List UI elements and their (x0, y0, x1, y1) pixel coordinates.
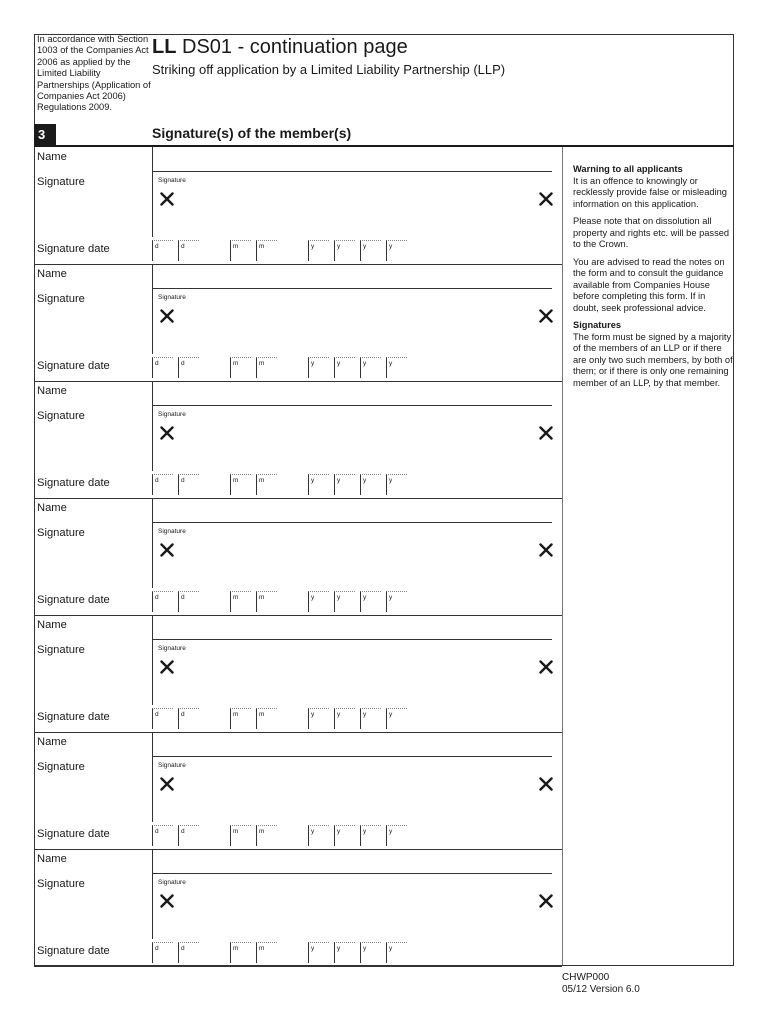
signature-label: Signature (37, 293, 85, 305)
date-digit-cell[interactable]: y (308, 942, 329, 963)
date-digit-cell[interactable]: m (256, 240, 277, 261)
date-digit-cell[interactable]: m (256, 474, 277, 495)
date-digit-cell[interactable]: y (334, 942, 355, 963)
date-digit-cell[interactable]: y (386, 357, 407, 378)
signature-date-label: Signature date (37, 828, 110, 840)
cross-mark-icon (160, 192, 174, 206)
name-label: Name (37, 736, 67, 748)
date-digit-cell[interactable]: d (152, 825, 173, 846)
date-digit-cell[interactable]: d (178, 591, 199, 612)
signature-field[interactable] (152, 288, 552, 354)
name-field[interactable] (152, 615, 552, 639)
member-block (34, 849, 562, 966)
cross-mark-icon (160, 543, 174, 557)
member-block (34, 147, 562, 264)
cross-mark-icon (160, 309, 174, 323)
form-prefix: LL (152, 36, 177, 58)
member-block (34, 264, 562, 381)
signature-date-label: Signature date (37, 243, 110, 255)
block-divider (34, 966, 562, 967)
warning-text: It is an offence to knowingly or recklessly provide false or misleading information on this application. (573, 175, 727, 209)
signature-field[interactable] (152, 873, 552, 939)
cross-mark-icon (160, 777, 174, 791)
form-title-text: DS01 - continuation page (182, 36, 408, 58)
signature-label: Signature (37, 176, 85, 188)
signature-label: Signature (37, 410, 85, 422)
date-digit-cell[interactable]: y (334, 474, 355, 495)
name-label: Name (37, 151, 67, 163)
date-digit-cell[interactable]: d (178, 942, 199, 963)
date-digit-cell[interactable]: y (360, 240, 381, 261)
date-digit-cell[interactable]: d (152, 942, 173, 963)
name-field[interactable] (152, 381, 552, 405)
signature-caption: Signature (158, 645, 186, 652)
member-block (34, 615, 562, 732)
section-title: Signature(s) of the member(s) (152, 125, 352, 141)
date-digit-cell[interactable]: y (386, 825, 407, 846)
date-digit-cell[interactable]: d (178, 357, 199, 378)
date-digit-cell[interactable]: y (386, 474, 407, 495)
signature-date-label: Signature date (37, 711, 110, 723)
signature-caption: Signature (158, 411, 186, 418)
date-digit-cell[interactable]: y (386, 240, 407, 261)
signature-label: Signature (37, 644, 85, 656)
name-field[interactable] (152, 849, 552, 873)
date-digit-cell[interactable]: y (360, 357, 381, 378)
signature-label: Signature (37, 527, 85, 539)
signature-field[interactable] (152, 405, 552, 471)
date-digit-cell[interactable]: y (386, 708, 407, 729)
signature-field[interactable] (152, 522, 552, 588)
name-label: Name (37, 268, 67, 280)
signature-date-label: Signature date (37, 360, 110, 372)
advice-text: You are advised to read the notes on the form and to consult the guidance available from Companies House before completing this form. If in doubt, seek professional advice. (573, 256, 725, 313)
cross-mark-icon (539, 192, 553, 206)
cross-mark-icon (539, 894, 553, 908)
member-block (34, 732, 562, 849)
cross-mark-icon (160, 660, 174, 674)
date-digit-cell[interactable]: m (230, 357, 251, 378)
date-digit-cell[interactable]: y (334, 240, 355, 261)
date-digit-cell[interactable]: y (308, 240, 329, 261)
date-digit-cell[interactable]: y (334, 357, 355, 378)
name-field[interactable] (152, 147, 552, 171)
date-digit-cell[interactable]: y (360, 825, 381, 846)
signature-date-label: Signature date (37, 477, 110, 489)
date-digit-cell[interactable]: m (230, 825, 251, 846)
date-digit-cell[interactable]: y (360, 708, 381, 729)
date-digit-cell[interactable]: m (230, 474, 251, 495)
dissolution-text: Please note that on dissolution all property and rights etc. will be passed to the Crown. (573, 216, 730, 249)
section-number: 3 (34, 124, 56, 145)
form-title (152, 36, 408, 59)
date-digit-cell[interactable]: m (256, 357, 277, 378)
name-field[interactable] (152, 498, 552, 522)
signature-label: Signature (37, 761, 85, 773)
date-digit-cell[interactable]: y (308, 708, 329, 729)
name-label: Name (37, 385, 67, 397)
name-label: Name (37, 502, 67, 514)
date-digit-cell[interactable]: d (178, 474, 199, 495)
cross-mark-icon (160, 426, 174, 440)
name-label: Name (37, 853, 67, 865)
cross-mark-icon (539, 777, 553, 791)
cross-mark-icon (539, 660, 553, 674)
date-digit-cell[interactable]: m (230, 708, 251, 729)
date-digit-cell[interactable]: d (152, 474, 173, 495)
date-digit-cell[interactable]: y (308, 474, 329, 495)
form-code: CHWP000 (562, 972, 610, 983)
cross-mark-icon (539, 309, 553, 323)
date-digit-cell[interactable]: y (308, 825, 329, 846)
date-digit-cell[interactable]: d (178, 825, 199, 846)
date-digit-cell[interactable]: y (334, 825, 355, 846)
name-field[interactable] (152, 264, 552, 288)
signature-field[interactable] (152, 639, 552, 705)
form-subtitle: Striking off application by a Limited Liability Partnership (LLP) (152, 62, 506, 77)
date-digit-cell[interactable]: y (386, 591, 407, 612)
signature-caption: Signature (158, 528, 186, 535)
signature-label: Signature (37, 878, 85, 890)
date-digit-cell[interactable]: d (178, 240, 199, 261)
date-digit-cell[interactable]: y (334, 591, 355, 612)
date-digit-cell[interactable]: m (230, 240, 251, 261)
date-digit-cell[interactable]: y (360, 474, 381, 495)
date-digit-cell[interactable]: y (308, 591, 329, 612)
name-field[interactable] (152, 732, 552, 756)
date-digit-cell[interactable]: d (152, 240, 173, 261)
date-digit-cell[interactable]: y (360, 942, 381, 963)
date-digit-cell[interactable]: y (360, 591, 381, 612)
signatures-heading: Signatures (573, 320, 622, 330)
signature-date-label: Signature date (37, 594, 110, 606)
guidance-text (573, 164, 733, 395)
date-digit-cell[interactable]: m (256, 708, 277, 729)
member-block (34, 498, 562, 615)
date-digit-cell[interactable]: m (256, 825, 277, 846)
date-digit-cell[interactable]: m (256, 591, 277, 612)
footer-code (562, 972, 640, 996)
legal-note: In accordance with Section 1003 of the Companies Act 2006 as applied by the Limited Liability Partnerships (Application of Companies Act 2006) Regulations 2009. (37, 34, 151, 113)
signature-date-label: Signature date (37, 945, 110, 957)
date-digit-cell[interactable]: m (256, 942, 277, 963)
signatures-text: The form must be signed by a majority of the members of an LLP or if there are only two such members, by both of them; or if there is only one remaining member of an LLP, by that member. (573, 331, 733, 388)
date-digit-cell[interactable]: y (386, 942, 407, 963)
date-digit-cell[interactable]: y (334, 708, 355, 729)
signature-caption: Signature (158, 294, 186, 301)
date-digit-cell[interactable]: m (230, 942, 251, 963)
signature-field[interactable] (152, 756, 552, 822)
cross-mark-icon (539, 426, 553, 440)
date-digit-cell[interactable]: y (308, 357, 329, 378)
warning-heading: Warning to all applicants (573, 164, 683, 174)
date-digit-cell[interactable]: d (152, 357, 173, 378)
date-digit-cell[interactable]: d (152, 708, 173, 729)
signature-field[interactable] (152, 171, 552, 237)
date-digit-cell[interactable]: d (178, 708, 199, 729)
signature-caption: Signature (158, 762, 186, 769)
name-label: Name (37, 619, 67, 631)
form-version: 05/12 Version 6.0 (562, 984, 640, 995)
date-digit-cell[interactable]: d (152, 591, 173, 612)
member-block (34, 381, 562, 498)
cross-mark-icon (539, 543, 553, 557)
signature-caption: Signature (158, 879, 186, 886)
signature-caption: Signature (158, 177, 186, 184)
cross-mark-icon (160, 894, 174, 908)
date-digit-cell[interactable]: m (230, 591, 251, 612)
